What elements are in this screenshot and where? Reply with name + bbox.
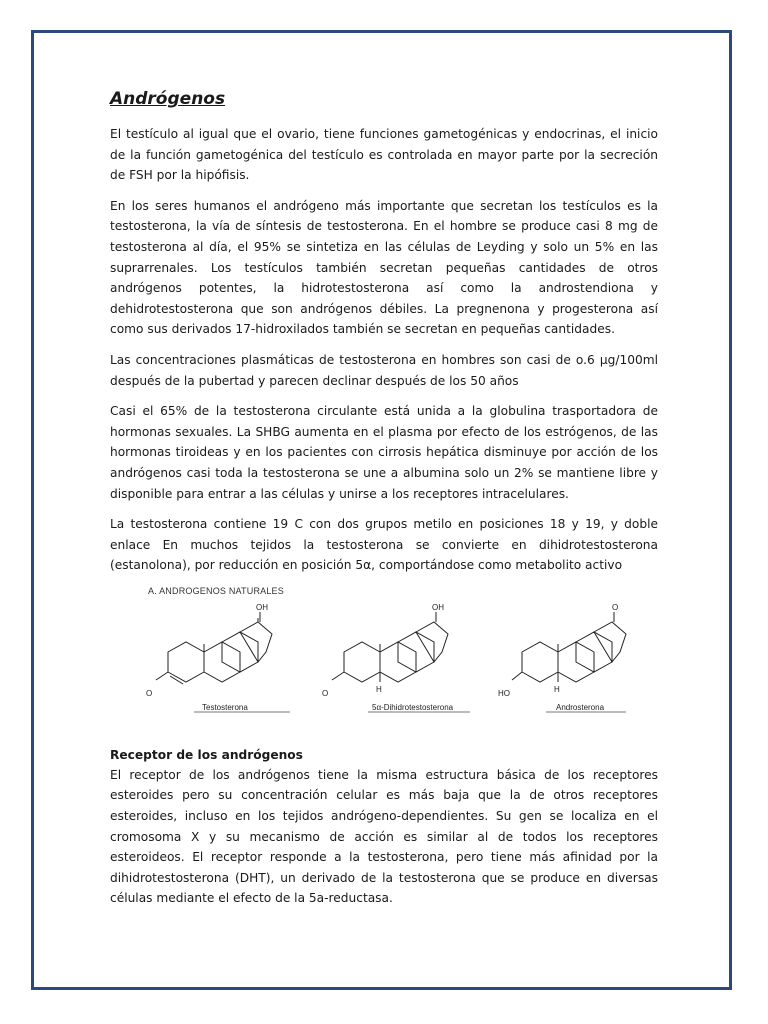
document-title: Andrógenos (110, 89, 226, 109)
paragraph-3: Las concentraciones plasmáticas de testosterona en hombres son casi de o.6 μg/100ml después de la pubertad y parecen declinar después de los 50 años (110, 352, 658, 388)
testosterona-top-group: OH (256, 602, 268, 612)
androsterona-label: Androsterona (556, 702, 605, 712)
paragraph-5: La testosterona contiene 19 C con dos grupos metilo en posiciones 18 y 19, y doble enlace En muchos tejidos la testosterona se convierte en dihidrotestosterona (estanolona), por reducción en posición 5α, comportándose como metabolito activo (110, 517, 658, 573)
testosterona-left-group: O (146, 688, 153, 698)
paragraph-4: Casi el 65% de la testosterona circulante está unida a la globulina trasportadora de hormonas sexuales. La SHBG aumenta en el plasma por efecto de los estrógenos, de las hormonas tiroideas y en los pacientes con cirrosis hepática disminuye por acción de los andrógenos casi toda la testosterona se une a albumina solo un 2% se mantiene libre y disponible para entrar a las células y unirse a los receptores intracelulares. (110, 404, 658, 501)
section-heading-receptor: Receptor de los andrógenos (110, 747, 303, 762)
steroid-structures-diagram (110, 594, 658, 731)
molecule-dihidrotestosterona (322, 603, 470, 712)
androsterona-h-label: H (554, 684, 560, 694)
dht-h-label: H (376, 684, 382, 694)
androsterona-top-group: O (612, 602, 619, 612)
dht-label: 5α-Dihidrotestosterona (372, 702, 454, 712)
dht-top-group: OH (432, 602, 444, 612)
document-body (110, 88, 658, 919)
paragraph-1: El testículo al igual que el ovario, tiene funciones gametogénicas y endocrinas, el inicio de la función gametogénica del testículo es controlada en mayor parte por la secreción de FSH por la hipófisis. (110, 127, 658, 183)
paragraph-receptor: El receptor de los andrógenos tiene la misma estructura básica de los receptores esteroides pero su concentración celular es más baja que la de otros receptores esteroides, incluso en los tejidos andrógeno-dependientes. Su gen se localiza en el cromosoma X y su mecanismo de acción es similar al de todos los receptores esteroideos. El receptor responde a la testosterona, pero tiene más afinidad por la dihidrotestosterona (DHT), un derivado de la testosterona que se produce en diversas células mediante el efecto de la 5a-reductasa. (110, 767, 658, 906)
figure-title: A. ANDROGENOS NATURALES (148, 585, 284, 596)
molecule-testosterona (146, 603, 290, 712)
paragraph-2: En los seres humanos el andrógeno más importante que secretan los testículos es la testosterona, la vía de síntesis de testosterona. En el hombre se produce casi 8 mg de testosterona al día, el 95% se sintetiza en las células de Leyding y solo un 5% en las suprarrenales. Los testículos también secretan pequeñas cantidades de otros andrógenos potentes, la hidrotestosterona así como la androstendiona y dehidrotestosterona que son andrógenos débiles. La pregnenona y progesterona así como sus derivados 17-hidroxilados también se secretan en pequeñas cantidades. (110, 198, 658, 337)
steroid-structures-figure (110, 586, 658, 731)
dht-left-group: O (322, 688, 329, 698)
molecule-androsterona (498, 603, 626, 712)
androsterona-left-group: HO (498, 688, 510, 698)
testosterona-label: Testosterona (202, 702, 248, 712)
